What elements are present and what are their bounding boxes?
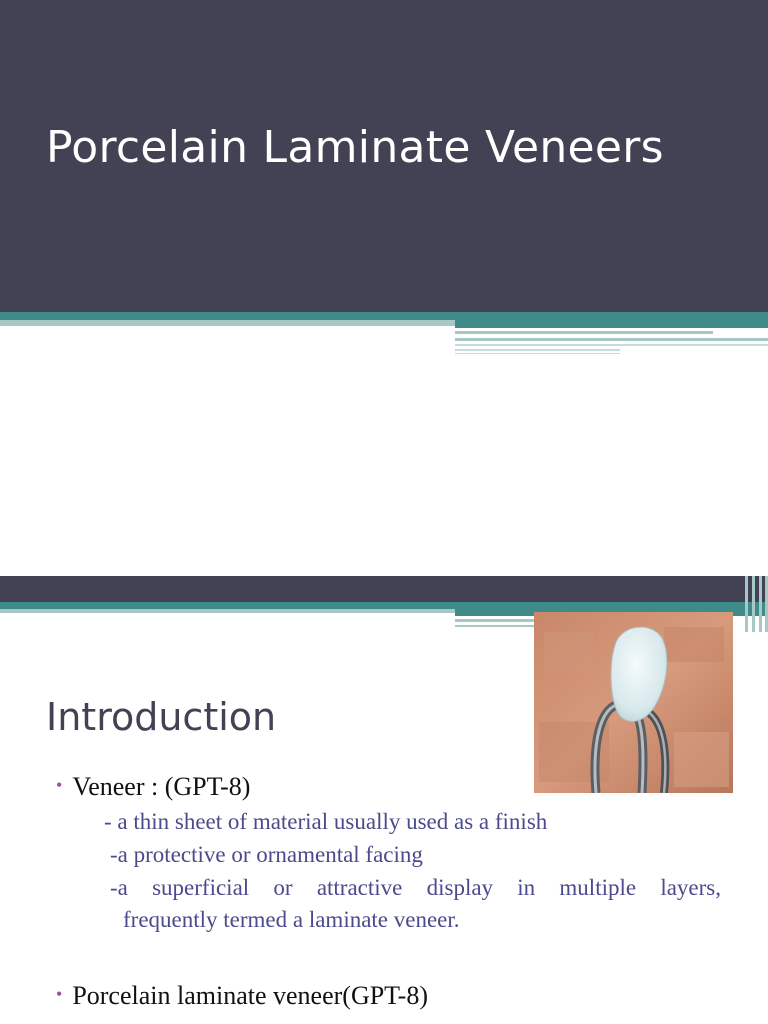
teal-stripe-right [455,320,768,328]
bullet-item [56,772,250,802]
bullet-item [56,981,428,1011]
thin-stripe [455,338,768,341]
content-header-band [0,576,768,602]
vertical-stripe [745,576,748,632]
slide-heading: Introduction [46,695,277,739]
thin-stripe [455,344,768,346]
teal-stripe [0,312,768,320]
thin-stripe [455,331,713,334]
veneer-photo [534,612,733,793]
bullet-dot-icon: • [56,775,63,795]
bullet-text: Porcelain laminate veneer(GPT-8) [72,981,428,1010]
thin-stripe [455,625,535,627]
thin-stripe [455,353,620,354]
thin-stripe [455,619,535,622]
light-stripe [0,320,455,326]
light-stripe [0,609,455,613]
sub-item: - a thin sheet of material usually used as a finish [104,809,548,834]
bullet-dot-icon: • [56,984,63,1004]
vertical-stripe [752,576,755,632]
sub-item-continuation: frequently termed a laminate veneer. [123,907,460,932]
bullet-text: Veneer : (GPT-8) [72,772,251,801]
sub-item: -a superficial or attractive display in multiple layers, [110,875,721,900]
sub-item: -a protective or ornamental facing [110,842,423,867]
slide-title: Porcelain Laminate Veneers [46,122,664,173]
content-slide [0,576,768,1024]
vertical-stripe [759,576,762,632]
thin-stripe [455,349,620,351]
teal-stripe [0,602,768,609]
